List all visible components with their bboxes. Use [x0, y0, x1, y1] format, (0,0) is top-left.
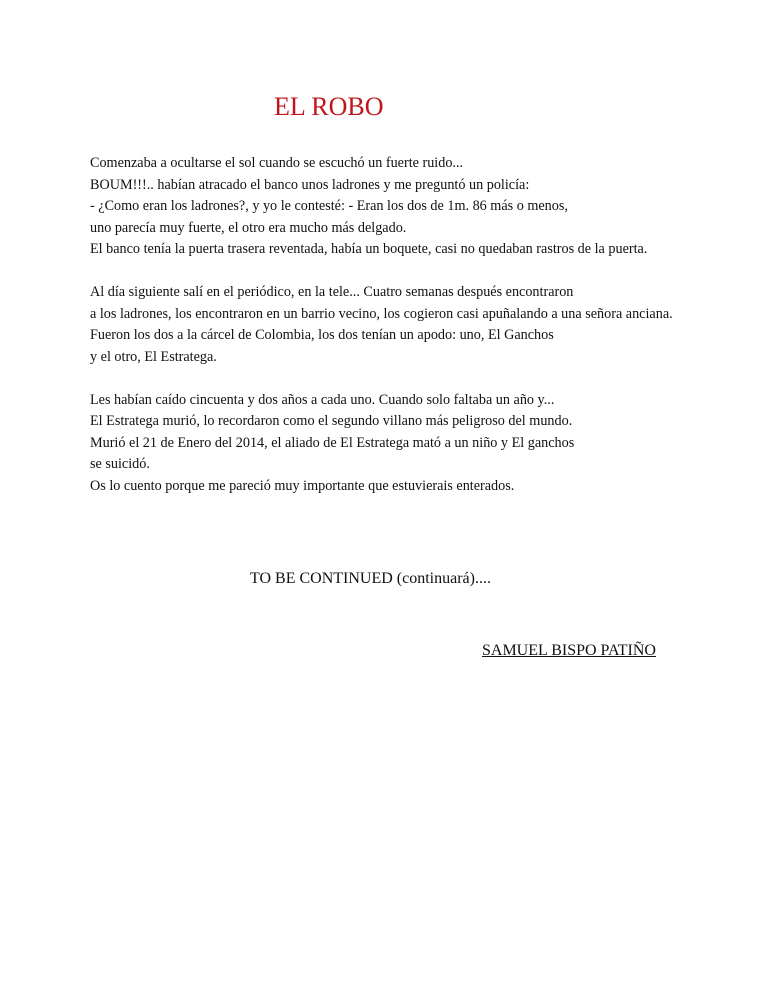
- paragraph-spacer: [90, 368, 750, 390]
- document-title: EL ROBO: [274, 92, 384, 121]
- text-line: y el otro, El Estratega.: [90, 348, 217, 365]
- text-line: - ¿Como eran los ladrones?, y yo le contesté: - Eran los dos de 1m. 86 más o menos,: [90, 198, 568, 214]
- author-signature: SAMUEL BISPO PATIÑO: [482, 642, 656, 659]
- text-line: a los ladrones, los encontraron en un barrio vecino, los cogieron casi apuñalando a una señora anciana.: [90, 305, 673, 322]
- text-line: Murió el 21 de Enero del 2014, el aliado de El Estratega mató a un niño y El ganchos: [90, 434, 575, 451]
- paragraph-spacer: [90, 261, 750, 283]
- paragraph-1: [90, 153, 750, 261]
- text-line: Comenzaba a ocultarse el sol cuando se escuchó un fuerte ruido...: [90, 155, 464, 171]
- story-body: [90, 153, 750, 497]
- text-line: El banco tenía la puerta trasera reventada, había un boquete, casi no quedaban rastros de la puerta.: [90, 241, 648, 257]
- text-line: se suicidó.: [90, 456, 150, 472]
- text-line: Les habían caído cincuenta y dos años a cada uno. Cuando solo faltaba un año y...: [90, 391, 555, 408]
- text-line: uno parecía muy fuerte, el otro era mucho más delgado.: [90, 219, 407, 236]
- text-line: Al día siguiente salí en el periódico, en la tele... Cuatro semanas después encontraron: [90, 284, 574, 300]
- paragraph-3: [90, 390, 750, 498]
- text-line: BOUM!!!.. habían atracado el banco unos ladrones y me preguntó un policía:: [90, 176, 530, 193]
- text-line: El Estratega murió, lo recordaron como el segundo villano más peligroso del mundo.: [90, 413, 573, 429]
- paragraph-2: [90, 282, 750, 368]
- text-line: Os lo cuento porque me pareció muy importante que estuvierais enterados.: [90, 477, 515, 494]
- to-be-continued-text: TO BE CONTINUED (continuará)....: [250, 570, 491, 587]
- text-line: Fueron los dos a la cárcel de Colombia, los dos tenían un apodo: uno, El Ganchos: [90, 327, 554, 343]
